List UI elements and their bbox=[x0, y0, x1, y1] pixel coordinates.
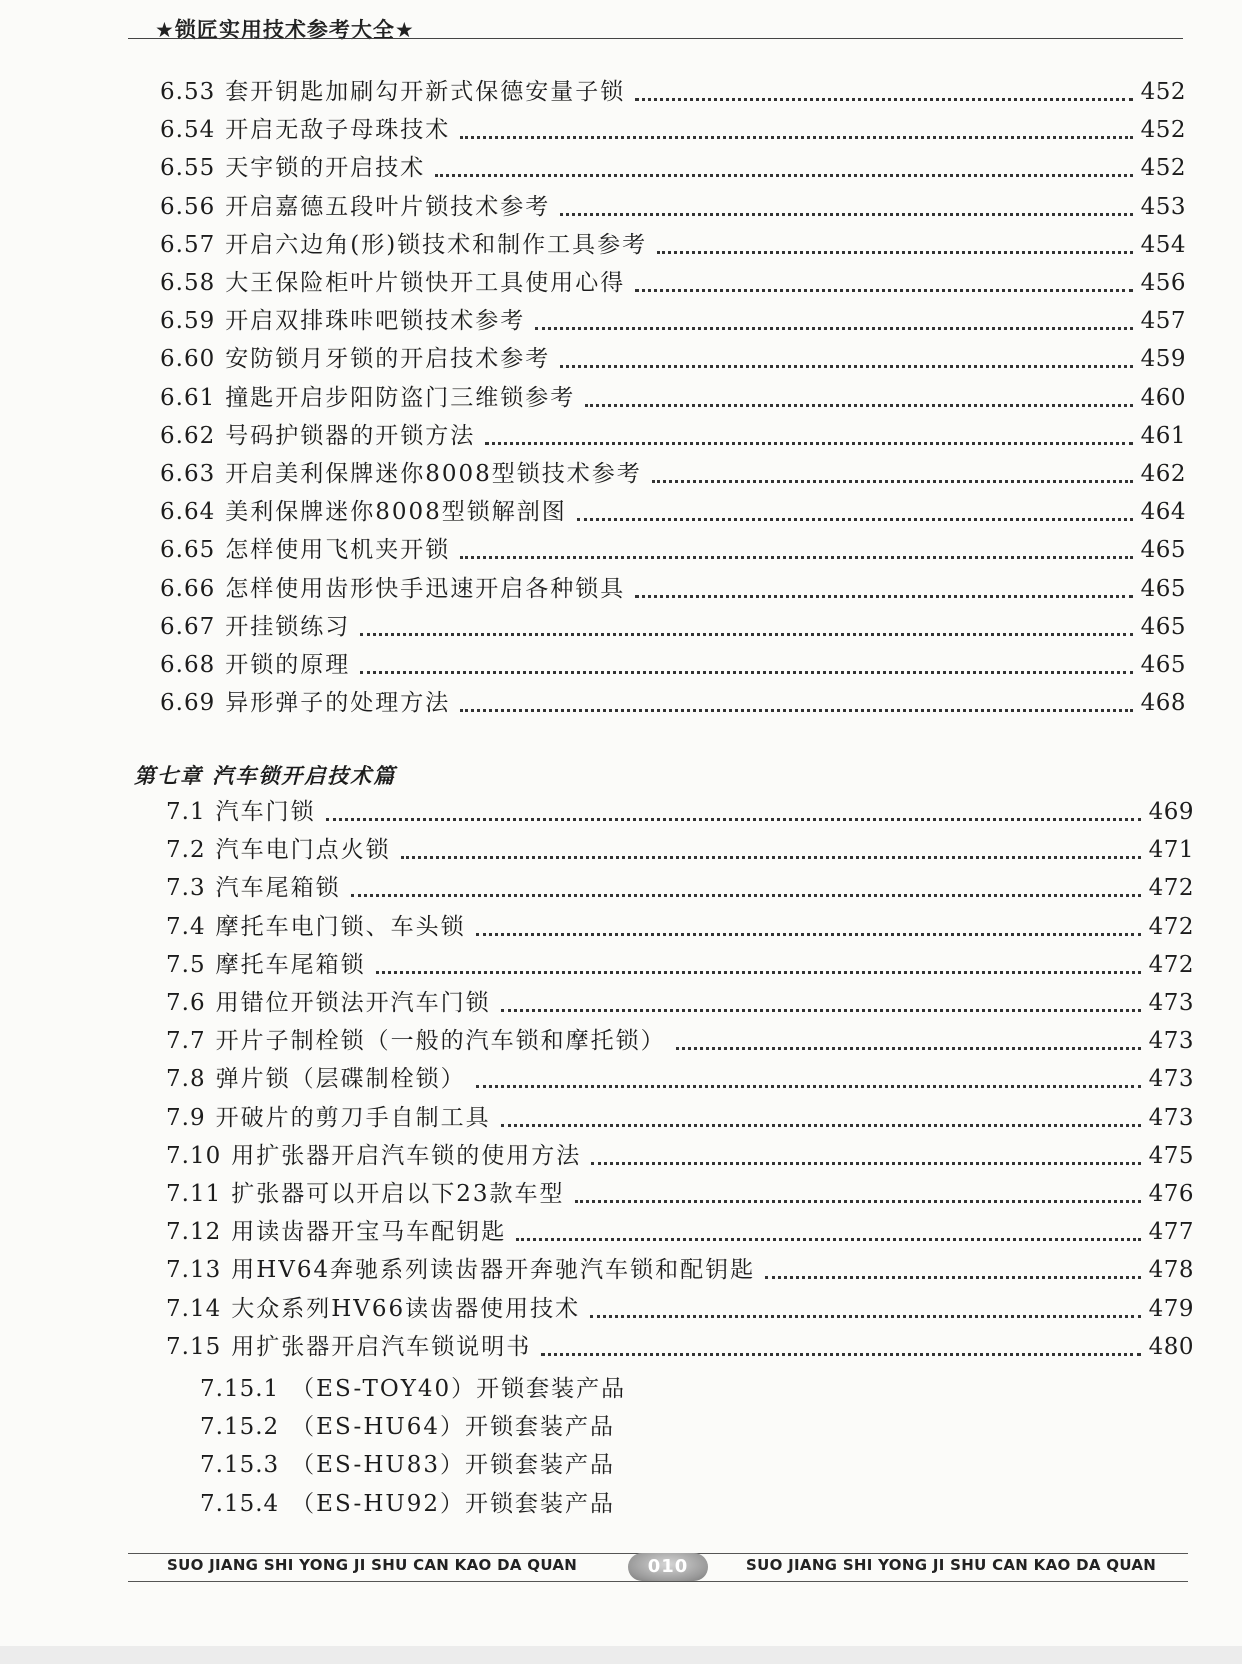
toc-entry bbox=[160, 685, 1186, 717]
toc-entry-page: 465 bbox=[1140, 575, 1186, 602]
toc-entry-title: 弹片锁（层碟制栓锁） bbox=[215, 1066, 466, 1093]
toc-entry bbox=[166, 1023, 1194, 1055]
toc-entry-page: 469 bbox=[1148, 799, 1194, 825]
toc-subentry-title: （ES-TOY40）开锁套装产品 bbox=[291, 1376, 627, 1402]
toc-entry-title: 开启六边角(形)锁技术和制作工具参考 bbox=[225, 231, 648, 258]
toc-entry-page: 452 bbox=[1140, 117, 1186, 144]
toc-entry-page: 480 bbox=[1148, 1333, 1194, 1360]
toc-dot-leader bbox=[460, 556, 1132, 559]
toc-entry-title: 开破片的剪刀手自制工具 bbox=[215, 1104, 491, 1131]
toc-entry-number: 7.10 bbox=[166, 1142, 222, 1169]
toc-dot-leader bbox=[476, 933, 1141, 936]
toc-entry bbox=[160, 647, 1186, 679]
toc-entry-title: 用HV64奔驰系列读齿器开奔驰汽车锁和配钥匙 bbox=[231, 1257, 756, 1284]
toc-entry-page: 452 bbox=[1140, 155, 1186, 182]
toc-entry bbox=[160, 227, 1186, 259]
toc-entry-number: 6.60 bbox=[160, 346, 216, 373]
toc-entry-number: 7.9 bbox=[166, 1104, 206, 1131]
toc-dot-leader bbox=[360, 633, 1132, 636]
toc-entry-page: 465 bbox=[1140, 537, 1186, 564]
toc-dot-leader bbox=[326, 818, 1141, 821]
toc-dot-leader bbox=[577, 518, 1133, 521]
footer-right-text: SUO JIANG SHI YONG JI SHU CAN KAO DA QUAN bbox=[746, 1556, 1157, 1574]
toc-dot-leader bbox=[560, 365, 1132, 368]
toc-entry-title: 汽车门锁 bbox=[215, 799, 316, 825]
toc-entry bbox=[160, 112, 1186, 144]
toc-entry-number: 6.61 bbox=[160, 384, 216, 411]
toc-entry-page: 461 bbox=[1140, 422, 1186, 449]
toc-entry-title: 汽车电门点火锁 bbox=[215, 837, 391, 864]
toc-entry-title: 大众系列HV66读齿器使用技术 bbox=[231, 1295, 581, 1322]
toc-entry bbox=[166, 1100, 1194, 1132]
toc-entry bbox=[160, 265, 1186, 297]
toc-entry-number: 7.12 bbox=[166, 1219, 222, 1246]
toc-entry-page: 464 bbox=[1140, 499, 1186, 526]
toc-subentry-number: 7.15.4 bbox=[200, 1490, 280, 1517]
toc-entry-page: 475 bbox=[1148, 1142, 1194, 1169]
toc-dot-leader bbox=[591, 1162, 1140, 1165]
chapter-7-heading: 第七章 汽车锁开启技术篇 bbox=[134, 764, 397, 788]
toc-entry bbox=[166, 909, 1194, 941]
toc-entry-title: 号码护锁器的开锁方法 bbox=[225, 422, 476, 449]
toc-entry-number: 6.66 bbox=[160, 575, 216, 602]
running-header-title: ★锁匠实用技术参考大全★ bbox=[155, 18, 415, 42]
toc-entry-title: 开挂锁练习 bbox=[225, 613, 351, 640]
toc-entry-title: 大王保险柜叶片锁快开工具使用心得 bbox=[225, 270, 626, 296]
toc-entry-page: 462 bbox=[1140, 461, 1186, 487]
toc-entry-page: 473 bbox=[1148, 1066, 1194, 1093]
toc-dot-leader bbox=[460, 709, 1132, 712]
toc-entry-title: 扩张器可以开启以下23款车型 bbox=[231, 1181, 565, 1207]
toc-entry-title: 怎样使用齿形快手迅速开启各种锁具 bbox=[225, 575, 626, 602]
toc-entry-number: 7.13 bbox=[166, 1257, 222, 1284]
toc-dot-leader bbox=[376, 971, 1141, 974]
toc-entry bbox=[166, 1176, 1194, 1208]
toc-entry bbox=[160, 150, 1186, 182]
toc-dot-leader bbox=[360, 671, 1132, 674]
toc-entry-title: 异形弹子的处理方法 bbox=[225, 690, 451, 717]
toc-entry-page: 473 bbox=[1148, 990, 1194, 1016]
toc-entry bbox=[160, 456, 1186, 488]
toc-entry-number: 6.62 bbox=[160, 422, 216, 449]
toc-entry-number: 6.55 bbox=[160, 155, 216, 182]
toc-entry bbox=[160, 380, 1186, 412]
toc-entry bbox=[166, 947, 1194, 979]
toc-entry-page: 457 bbox=[1140, 308, 1186, 335]
toc-entry-page: 478 bbox=[1148, 1257, 1194, 1284]
toc-dot-leader bbox=[635, 289, 1132, 292]
toc-entry-page: 454 bbox=[1140, 231, 1186, 258]
toc-subentry bbox=[200, 1408, 615, 1441]
toc-entry-page: 472 bbox=[1148, 951, 1194, 978]
toc-entry bbox=[160, 418, 1186, 450]
toc-entry-page: 479 bbox=[1148, 1295, 1194, 1322]
toc-dot-leader bbox=[585, 404, 1132, 407]
toc-dot-leader bbox=[635, 98, 1132, 101]
toc-dot-leader bbox=[476, 1085, 1141, 1088]
toc-entry-title: 开锁的原理 bbox=[225, 652, 351, 678]
toc-entry bbox=[166, 1329, 1194, 1361]
toc-dot-leader bbox=[652, 480, 1133, 483]
toc-entry-page: 473 bbox=[1148, 1104, 1194, 1131]
toc-entry-page: 459 bbox=[1140, 346, 1186, 373]
toc-entry bbox=[166, 794, 1194, 826]
toc-entry-number: 6.53 bbox=[160, 79, 216, 105]
toc-dot-leader bbox=[676, 1047, 1141, 1050]
toc-entry-title: 天宇锁的开启技术 bbox=[225, 155, 426, 182]
toc-entry bbox=[166, 1214, 1194, 1246]
toc-dot-leader bbox=[657, 251, 1132, 254]
toc-entry-number: 6.54 bbox=[160, 117, 216, 144]
toc-entry-page: 471 bbox=[1148, 837, 1194, 864]
toc-entry-title: 汽车尾箱锁 bbox=[215, 875, 341, 902]
toc-entry-page: 452 bbox=[1140, 79, 1186, 105]
toc-entry-title: 用扩张器开启汽车锁的使用方法 bbox=[231, 1142, 582, 1169]
page-number-badge: 010 bbox=[628, 1553, 708, 1581]
toc-entry-number: 7.1 bbox=[166, 799, 206, 825]
toc-dot-leader bbox=[401, 856, 1141, 859]
footer-rule-bottom bbox=[128, 1581, 1188, 1582]
toc-dot-leader bbox=[516, 1238, 1140, 1241]
toc-dot-leader bbox=[590, 1315, 1140, 1318]
toc-entry-title: 开启美利保牌迷你8008型锁技术参考 bbox=[225, 461, 642, 487]
toc-entry-page: 453 bbox=[1140, 193, 1186, 220]
toc-entry-title: 用扩张器开启汽车锁说明书 bbox=[231, 1333, 532, 1360]
toc-entry bbox=[166, 1291, 1194, 1323]
toc-dot-leader bbox=[575, 1200, 1141, 1203]
toc-entry-number: 6.65 bbox=[160, 537, 216, 564]
toc-entry-page: 473 bbox=[1148, 1028, 1194, 1055]
toc-dot-leader bbox=[541, 1353, 1140, 1356]
toc-entry-number: 6.69 bbox=[160, 690, 216, 717]
toc-entry-number: 7.15 bbox=[166, 1333, 222, 1360]
toc-dot-leader bbox=[485, 442, 1132, 445]
toc-subentry bbox=[200, 1370, 626, 1403]
toc-subentry-title: （ES-HU83）开锁套装产品 bbox=[291, 1452, 616, 1479]
toc-entry-number: 7.11 bbox=[166, 1181, 222, 1207]
toc-entry-title: 开片子制栓锁（一般的汽车锁和摩托锁） bbox=[215, 1028, 666, 1055]
toc-entry-page: 472 bbox=[1148, 913, 1194, 940]
toc-entry-title: 撞匙开启步阳防盗门三维锁参考 bbox=[225, 384, 576, 411]
toc-entry bbox=[160, 532, 1186, 564]
toc-entry-number: 6.63 bbox=[160, 461, 216, 487]
toc-entry-number: 7.7 bbox=[166, 1028, 206, 1055]
toc-entry-number: 6.64 bbox=[160, 499, 216, 526]
toc-dot-leader bbox=[560, 213, 1132, 216]
toc-entry bbox=[166, 985, 1194, 1017]
toc-dot-leader bbox=[501, 1124, 1141, 1127]
toc-dot-leader bbox=[460, 136, 1132, 139]
toc-entry-title: 套开钥匙加刷勾开新式保德安量子锁 bbox=[225, 79, 626, 105]
toc-entry bbox=[160, 609, 1186, 641]
toc-entry-title: 摩托车尾箱锁 bbox=[215, 951, 366, 978]
toc-dot-leader bbox=[501, 1009, 1141, 1012]
toc-entry-title: 安防锁月牙锁的开启技术参考 bbox=[225, 346, 551, 373]
toc-entry-title: 摩托车电门锁、车头锁 bbox=[215, 913, 466, 940]
toc-entry-page: 460 bbox=[1140, 384, 1186, 411]
toc-entry-number: 6.68 bbox=[160, 652, 216, 678]
toc-subentry bbox=[200, 1485, 615, 1518]
toc-entry-title: 用读齿器开宝马车配钥匙 bbox=[231, 1219, 507, 1246]
toc-entry bbox=[160, 303, 1186, 335]
toc-entry-number: 7.5 bbox=[166, 951, 206, 978]
toc-entry-number: 7.4 bbox=[166, 913, 206, 940]
toc-entry-number: 7.2 bbox=[166, 837, 206, 864]
toc-subentry-number: 7.15.1 bbox=[200, 1376, 280, 1402]
toc-entry bbox=[166, 832, 1194, 864]
toc-entry-number: 6.56 bbox=[160, 193, 216, 220]
toc-subentry-title: （ES-HU92）开锁套装产品 bbox=[291, 1490, 616, 1517]
toc-subentry-number: 7.15.2 bbox=[200, 1414, 280, 1441]
toc-dot-leader bbox=[535, 327, 1132, 330]
toc-entry-title: 美利保牌迷你8008型锁解剖图 bbox=[225, 499, 567, 526]
header-rule bbox=[128, 38, 1183, 39]
toc-entry-title: 开启双排珠咔吧锁技术参考 bbox=[225, 308, 526, 335]
toc-entry bbox=[166, 1252, 1194, 1284]
toc-entry-number: 7.3 bbox=[166, 875, 206, 902]
toc-subentry-number: 7.15.3 bbox=[200, 1452, 280, 1479]
toc-subentry bbox=[200, 1446, 615, 1479]
toc-entry-title: 用错位开锁法开汽车门锁 bbox=[215, 990, 491, 1016]
toc-entry-page: 468 bbox=[1140, 690, 1186, 717]
toc-entry-number: 6.67 bbox=[160, 613, 216, 640]
toc-dot-leader bbox=[765, 1276, 1140, 1279]
toc-entry-title: 开启无敌子母珠技术 bbox=[225, 117, 451, 144]
toc-entry-page: 465 bbox=[1140, 652, 1186, 678]
toc-dot-leader bbox=[351, 894, 1141, 897]
toc-entry-page: 477 bbox=[1148, 1219, 1194, 1246]
toc-entry-number: 6.57 bbox=[160, 231, 216, 258]
toc-entry-number: 6.58 bbox=[160, 270, 216, 296]
toc-entry-number: 7.8 bbox=[166, 1066, 206, 1093]
toc-entry bbox=[166, 1061, 1194, 1093]
toc-entry bbox=[160, 341, 1186, 373]
toc-entry bbox=[160, 571, 1186, 603]
toc-entry bbox=[160, 494, 1186, 526]
footer-left-text: SUO JIANG SHI YONG JI SHU CAN KAO DA QUAN bbox=[167, 1556, 578, 1574]
toc-entry-number: 7.6 bbox=[166, 990, 206, 1016]
toc-entry-page: 472 bbox=[1148, 875, 1194, 902]
toc-entry-page: 465 bbox=[1140, 613, 1186, 640]
toc-entry-number: 6.59 bbox=[160, 308, 216, 335]
toc-entry-number: 7.14 bbox=[166, 1295, 222, 1322]
toc-entry bbox=[166, 870, 1194, 902]
toc-entry bbox=[160, 189, 1186, 221]
toc-entry-page: 456 bbox=[1140, 270, 1186, 296]
toc-entry-title: 开启嘉德五段叶片锁技术参考 bbox=[225, 193, 551, 220]
toc-entry bbox=[160, 74, 1186, 106]
toc-entry-title: 怎样使用飞机夹开锁 bbox=[225, 537, 451, 564]
toc-dot-leader bbox=[635, 595, 1132, 598]
toc-subentry-title: （ES-HU64）开锁套装产品 bbox=[291, 1414, 616, 1441]
toc-dot-leader bbox=[435, 174, 1132, 177]
toc-entry bbox=[166, 1138, 1194, 1170]
toc-entry-page: 476 bbox=[1148, 1181, 1194, 1207]
